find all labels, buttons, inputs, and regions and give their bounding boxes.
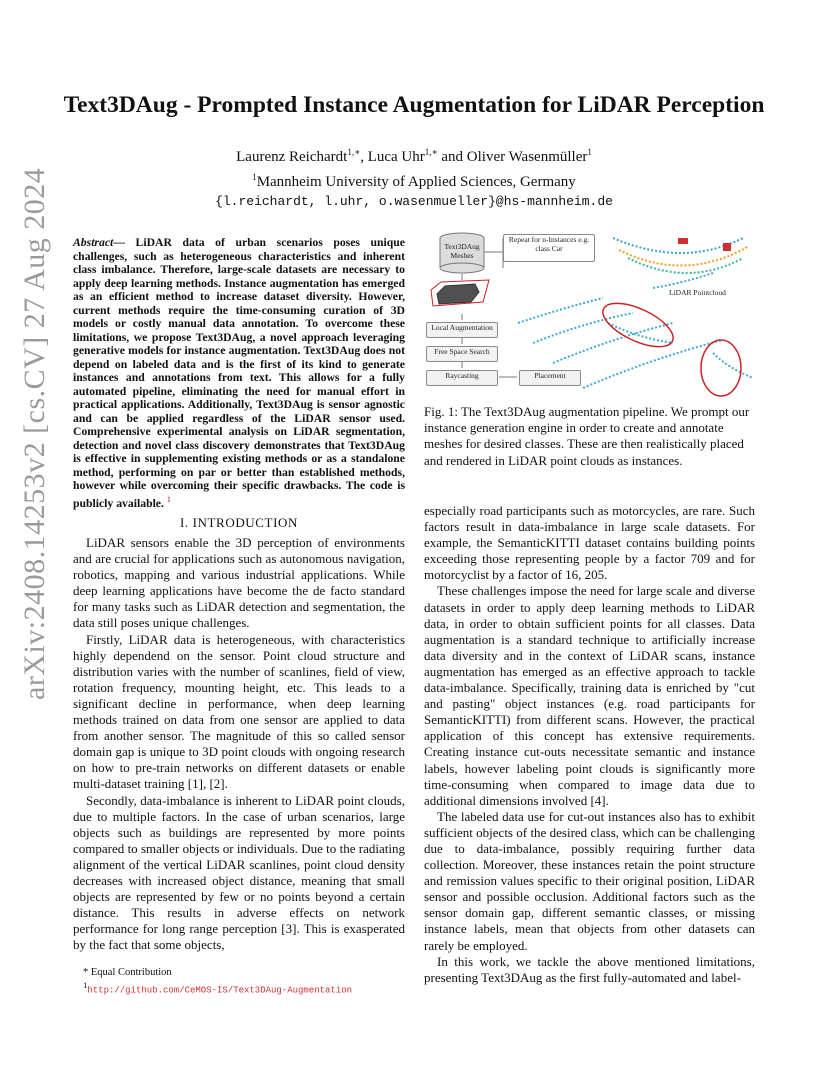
code-link[interactable]: http://github.com/CeMOS-IS/Text3DAug-Augmentation: [87, 985, 353, 996]
footnote-url-num: 1: [83, 980, 88, 990]
meshes-label: Text3DAug Meshes: [444, 242, 480, 260]
author-emails: {l.reichardt, l.uhr, o.wasenmueller}@hs-mannheim.de: [215, 194, 613, 209]
section-heading: I. INTRODUCTION: [179, 515, 299, 530]
paragraph: LiDAR sensors enable the 3D perception of environments and are crucial for applications such as autonomous navigation, robotics, mapping and various industrial applications. While deep learning applications have become the de facto standard for many tasks such as LiDAR detection and segmentation, the data still poses unique challenges.: [73, 535, 405, 631]
paragraph: In this work, we tackle the above mentioned limitations, presenting Text3DAug as the first fully-automated and label-: [424, 953, 755, 985]
paragraph: These challenges impose the need for large scale and diverse datasets in order to apply deep learning methods to LiDAR data, in order to obtain sufficient points for all classes. Data augmentation is a standard technique to artificially increase data diversity and in the context of LiDAR scans, instance augmentation has emerged as an effective approach to tackle data-imbalance. Specifically, training data is enriched by "cut and pasting" object instances (e.g. road participants for SemanticKITTI) from different scans. However, the practical application of this concept has extensive requirements. Creating instance cut-outs necessitate semantic and instance labels, however labeling point clouds is significantly more time-consuming when compared to image data due to additional dimensions involved [4].: [424, 583, 755, 808]
affiliation: Mannheim University of Applied Sciences, Germany: [256, 174, 576, 190]
author-block: [0, 142, 828, 212]
abstract-label: Abstract: [73, 236, 114, 249]
step-raycasting: Raycasting: [426, 370, 498, 386]
author-1: Laurenz Reichardt: [236, 149, 348, 165]
author-1-sup: 1,∗: [347, 147, 361, 157]
pointcloud-label: LiDAR Pointcloud: [669, 288, 726, 297]
figure-pipeline: [423, 228, 763, 400]
step-local-augmentation: Local Augmentation: [426, 322, 498, 338]
left-body: [73, 535, 405, 953]
figure-caption: Fig. 1: The Text3DAug augmentation pipeline. We prompt our instance generation engine in order to create and annotate meshes for desired classes. These are then realistically placed and rendered in LiDAR point clouds as instances.: [424, 404, 750, 468]
author-2-sup: 1,∗: [424, 147, 438, 157]
affiliation-sup: 1: [252, 172, 257, 182]
repeat-label: Repeat for n-Instances e.g. class Car: [503, 234, 595, 262]
paper-title: Text3DAug - Prompted Instance Augmentation for LiDAR Perception: [63, 92, 765, 118]
abstract-text: — LiDAR data of urban scenarios poses unique challenges, such as heterogeneous characteristics and inherent class imbalance. Therefore, large-scale datasets are necessary to apply deep learning methods. Instance augmentation has emerged as an efficient method to increase dataset diversity. However, current methods require the time-consuming curation of 3D models or costly manual data annotation. To overcome these limitations, we propose Text3DAug, a novel approach leveraging generative models for instance augmentation. Text3DAug does not depend on labeled data and is the first of its kind to generate instances and annotations from text. This allows for a fully automated pipeline, eliminating the need for manual effort in practical applications. Additionally, Text3DAug is sensor agnostic and can be applied regardless of the LiDAR sensor used. Comprehensive experimental analysis on LiDAR segmentation, detection and novel class discovery demonstrates that Text3DAug is effective in supplementing existing methods or as a standalone method, performing on par or better than established methods, however while overcoming their specific drawbacks. The code is publicly available.: [73, 236, 405, 510]
arxiv-stamp: arXiv:2408.14253v2 [cs.CV] 27 Aug 2024: [18, 167, 51, 700]
paragraph: Secondly, data-imbalance is inherent to LiDAR point clouds, due to multiple factors. In the case of urban scenarios, large objects such as buildings are represented by more points compared to smaller objects or individuals. Due to the radiating alignment of the vertical LiDAR scanlines, point cloud density decreases with increased object distance, meaning that small objects are represented by few or no points beyond a certain distance. This results in adverse effects on network performance for long range perception [3]. This is exasperated by the fact that some objects,: [73, 792, 405, 953]
paragraph: especially road participants such as motorcycles, are rare. Such factors result in data-imbalance in large scale datasets. For example, the SemanticKITTI dataset contains building points exceeding those representing people by a factor 709 and for motorcyclist by a factor of 16, 205.: [424, 503, 755, 583]
author-3: and Oliver Wasenmüller: [437, 149, 588, 165]
footnote-url: [73, 979, 405, 998]
author-2: , Luca Uhr: [360, 149, 425, 165]
paragraph: The labeled data use for cut-out instances also has to exhibit sufficient objects of the desired class, which can be challenging due to data-imbalance, possibly requiring further data collection. Moreover, these instances retain the point structure and remission values specific to their original position, LiDAR sensor and possible occlusion. Additional factors such as the sensor domain gap, different semantic classes, or missing instance labels, mean that objects from other datasets can rarely be employed.: [424, 808, 755, 953]
step-free-space-search: Free Space Search: [426, 346, 498, 362]
paragraph: Firstly, LiDAR data is heterogeneous, with characteristics highly dependend on the sensor. Point cloud structure and distribution varies with the number of scanlines, field of view, rotation frequency, mounting height, etc. This leads to a significant decline in performance, when deep learning methods trained on data from one sensor are applied to data from another sensor. The magnitude of this so called sensor domain gap is unique to 3D point clouds with ongoing research on how to pre-train networks on different datasets or enable multi-dataset training [1], [2].: [73, 631, 405, 792]
author-3-sup: 1: [587, 147, 592, 157]
abstract: [73, 236, 405, 510]
author-line: [0, 142, 828, 167]
right-body: [424, 503, 755, 986]
footnotes: [73, 966, 405, 998]
footnote-equal: * Equal Contribution: [83, 967, 172, 978]
abstract-footnote-ref: 1: [166, 494, 171, 504]
affiliation-line: [0, 167, 828, 192]
step-placement: Placement: [519, 370, 581, 386]
